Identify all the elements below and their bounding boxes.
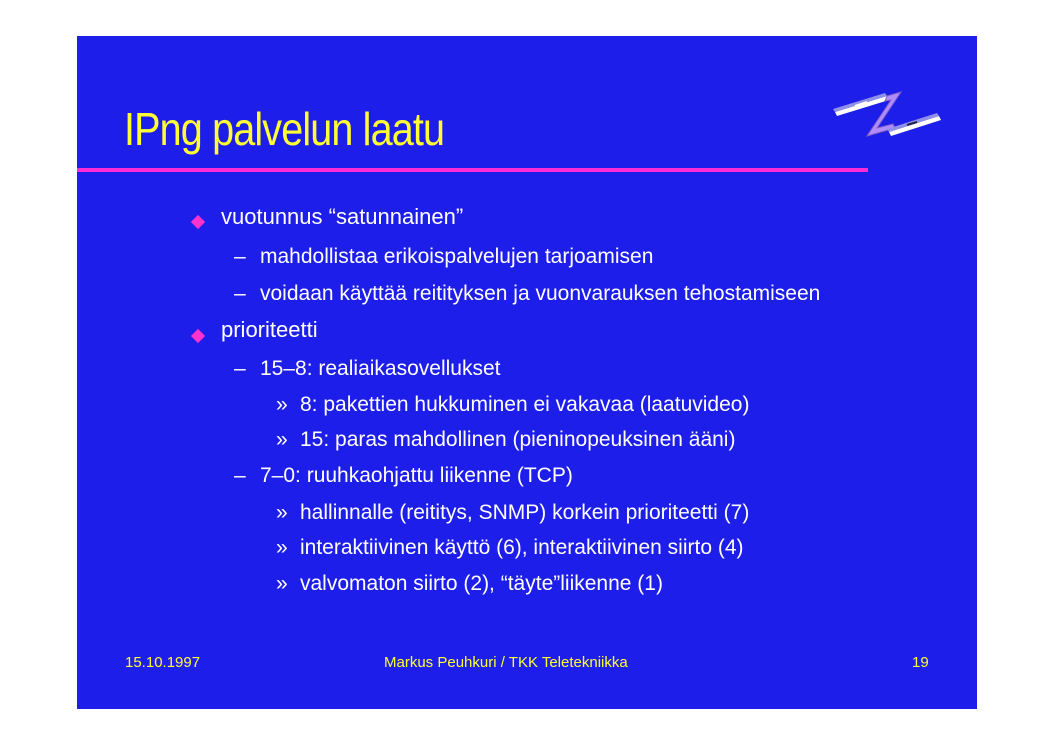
guillemet-marker: »	[276, 428, 288, 451]
dash-marker: –	[234, 357, 246, 380]
lightning-z-logo-icon	[827, 66, 947, 142]
list-item: vuotunnus “satunnainen”	[221, 204, 464, 229]
list-item: hallinnalle (reititys, SNMP) korkein prioriteetti (7)	[300, 501, 750, 524]
guillemet-marker: »	[276, 501, 288, 524]
list-item: 8: pakettien hukkuminen ei vakavaa (laatuvideo)	[300, 393, 750, 416]
list-item: valvomaton siirto (2), “täyte”liikenne (1)	[300, 572, 663, 595]
dash-marker: –	[234, 245, 246, 268]
guillemet-marker: »	[276, 393, 288, 416]
slide	[77, 36, 977, 709]
list-item: voidaan käyttää reitityksen ja vuonvarauksen tehostamiseen	[260, 282, 821, 305]
footer-page-number: 19	[912, 654, 929, 671]
bullet-diamond-icon	[191, 215, 205, 229]
list-item: interaktiivinen käyttö (6), interaktiivinen siirto (4)	[300, 536, 744, 559]
footer-date: 15.10.1997	[125, 654, 201, 671]
guillemet-marker: »	[276, 536, 288, 559]
list-item: 7–0: ruuhkaohjattu liikenne (TCP)	[260, 464, 573, 487]
dash-marker: –	[234, 282, 246, 305]
page-title: IPng palvelun laatu	[124, 103, 445, 155]
list-item: prioriteetti	[221, 317, 318, 342]
footer-author: Markus Peuhkuri / TKK Teletekniikka	[384, 654, 628, 671]
guillemet-marker: »	[276, 572, 288, 595]
title-divider	[77, 168, 868, 172]
dash-marker: –	[234, 464, 246, 487]
list-item: 15–8: realiaikasovellukset	[260, 357, 501, 380]
list-item: 15: paras mahdollinen (pieninopeuksinen ääni)	[300, 428, 736, 451]
list-item: mahdollistaa erikoispalvelujen tarjoamisen	[260, 245, 654, 268]
bullet-diamond-icon	[191, 329, 205, 343]
